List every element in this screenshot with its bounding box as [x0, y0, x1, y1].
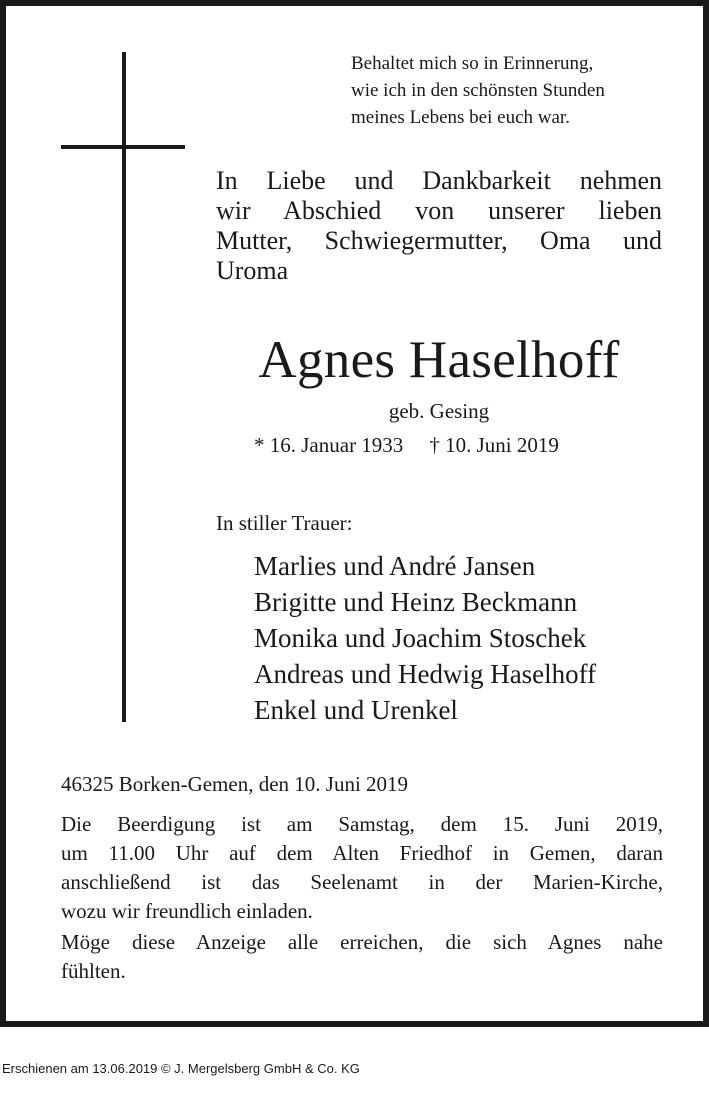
- list-item: Enkel und Urenkel: [254, 695, 458, 725]
- list-item: Monika und Joachim Stoschek: [254, 623, 587, 653]
- mourners-list: [254, 548, 674, 728]
- death-date: † 10. Juni 2019: [429, 433, 559, 457]
- life-dates: [254, 431, 654, 459]
- motto-line: Behaltet mich so in Erinnerung,: [351, 53, 594, 74]
- publication-footer: Erschienen am 13.06.2019 © J. Mergelsberg GmbH & Co. KG: [2, 1061, 360, 1076]
- deceased-name: Agnes Haselhoff: [258, 331, 620, 389]
- mourning-label: In stiller Trauer:: [216, 511, 353, 535]
- cross-icon: [122, 52, 126, 722]
- birth-date: * 16. Januar 1933: [254, 433, 404, 457]
- closing-line: Möge diese Anzeige alle erreichen, die sich Agnes nahe: [61, 930, 663, 954]
- intro-text: [216, 166, 662, 286]
- funeral-line: anschließend ist das Seelenamt in der Marien-Kirche,: [61, 870, 663, 894]
- funeral-line: wozu wir freundlich einladen.: [61, 899, 313, 923]
- funeral-line: um 11.00 Uhr auf dem Alten Friedhof in Gemen, daran: [61, 841, 663, 865]
- intro-line: wir Abschied von unserer lieben: [216, 196, 662, 225]
- place-date: 46325 Borken-Gemen, den 10. Juni 2019: [61, 772, 409, 796]
- motto-line: wie ich in den schönsten Stunden: [351, 80, 605, 101]
- funeral-line: Die Beerdigung ist am Samstag, dem 15. Juni 2019,: [61, 812, 663, 836]
- intro-line: In Liebe und Dankbarkeit nehmen: [216, 166, 662, 195]
- intro-line: Mutter, Schwiegermutter, Oma und: [216, 226, 662, 255]
- intro-line: Uroma: [216, 256, 289, 285]
- motto-line: meines Lebens bei euch war.: [351, 107, 570, 128]
- birth-name: geb. Gesing: [388, 399, 490, 423]
- list-item: Marlies und André Jansen: [254, 551, 536, 581]
- funeral-info: [61, 810, 663, 926]
- closing-text: [61, 928, 663, 986]
- list-item: Brigitte und Heinz Beckmann: [254, 587, 578, 617]
- cross-icon-bar: [61, 145, 185, 149]
- motto-quote: [351, 50, 681, 131]
- list-item: Andreas und Hedwig Haselhoff: [254, 659, 597, 689]
- closing-line: fühlten.: [61, 959, 126, 983]
